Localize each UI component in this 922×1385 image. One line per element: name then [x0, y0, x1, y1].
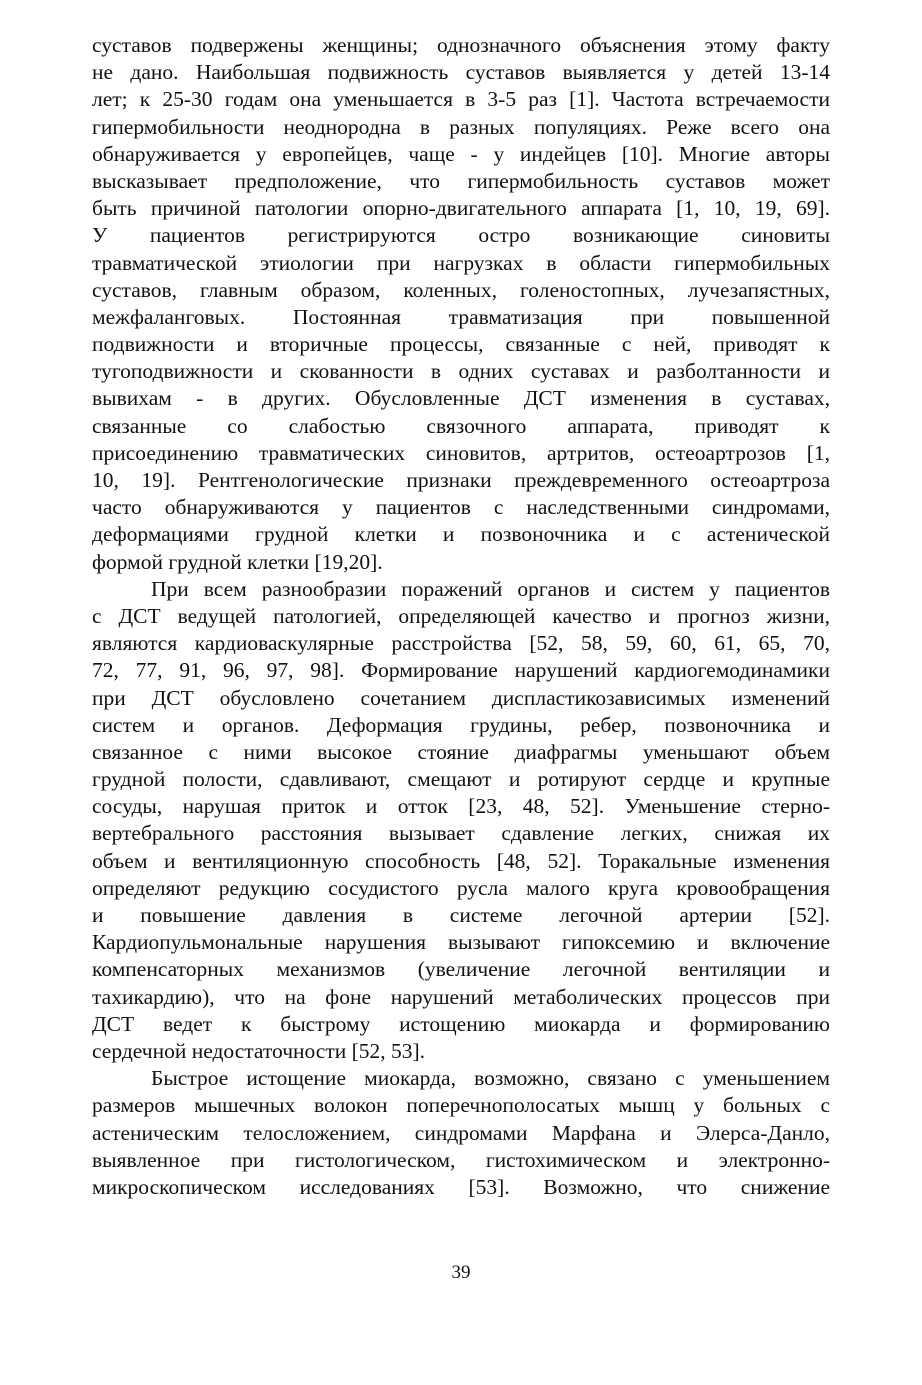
text-line: лет; к 25-30 годам она уменьшается в 3-5 раз [1]. Частота встречаемости: [92, 87, 830, 112]
body-text: [92, 32, 830, 1201]
text-line: объем и вентиляционную способность [48, 52]. Торакальные изменения: [92, 848, 830, 873]
text-line: при ДСТ обусловлено сочетанием диспластикозависимых изменений: [92, 685, 830, 710]
text-line: 72, 77, 91, 96, 97, 98]. Формирование нарушений кардиогемодинамики: [92, 658, 830, 683]
page-number: 39: [451, 1262, 471, 1283]
text-line: являются кардиоваскулярные расстройства [52, 58, 59, 60, 61, 65, 70,: [92, 631, 830, 656]
text-line: тугоподвижности и скованности в одних суставах и разболтанности и: [92, 359, 830, 384]
text-line: и повышение давления в системе легочной артерии [52].: [92, 903, 830, 927]
text-line: часто обнаруживаются у пациентов с наследственными синдромами,: [92, 495, 830, 520]
text-line: гипермобильности неоднородна в разных популяциях. Реже всего она: [92, 114, 830, 139]
text-line: присоединению травматических синовитов, артритов, остеоартрозов [1,: [92, 440, 830, 465]
text-line: обнаруживается у европейцев, чаще - у индейцев [10]. Многие авторы: [92, 141, 830, 166]
text-line: высказывает предположение, что гипермобильность суставов может: [92, 168, 830, 193]
text-line: астеническим телосложением, синдромами Марфана и Элерса-Данло,: [92, 1120, 830, 1145]
text-line: не дано. Наибольшая подвижность суставов выявляется у детей 13-14: [92, 60, 830, 85]
text-line: сердечной недостаточности [52, 53].: [92, 1038, 426, 1063]
text-line: суставов, главным образом, коленных, голеностопных, лучезапястных,: [92, 277, 830, 302]
text-line: грудной полости, сдавливают, смещают и ротируют сердце и крупные: [92, 767, 830, 792]
text-line: формой грудной клетки [19,20].: [92, 549, 383, 574]
text-line: сосуды, нарушая приток и отток [23, 48, 52]. Уменьшение стерно-: [92, 794, 830, 819]
text-line: компенсаторных механизмов (увеличение легочной вентиляции и: [92, 957, 830, 982]
text-line: быть причиной патологии опорно-двигательного аппарата [1, 10, 19, 69].: [92, 196, 830, 221]
text-line: размеров мышечных волокон поперечнополосатых мышц у больных с: [92, 1093, 830, 1118]
text-line: связанное с ними высокое стояние диафрагмы уменьшают объем: [92, 739, 830, 764]
text-line: межфаланговых. Постоянная травматизация при повышенной: [92, 304, 830, 329]
text-line: суставов подвержены женщины; однозначного объяснения этому факту: [92, 33, 830, 57]
text-line: микроскопическом исследованиях [53]. Возможно, что снижение: [92, 1174, 830, 1199]
paragraph-first-line: Быстрое истощение миокарда, возможно, связано с уменьшением: [151, 1066, 830, 1091]
text-line: выявленное при гистологическом, гистохимическом и электронно-: [92, 1147, 830, 1172]
text-line: У пациентов регистрируются остро возникающие синовиты: [92, 223, 830, 248]
text-line: ДСТ ведет к быстрому истощению миокарда и формированию: [92, 1011, 830, 1036]
text-line: вертебрального расстояния вызывает сдавление легких, снижая их: [92, 821, 830, 846]
text-line: связанные со слабостью связочного аппарата, приводят к: [92, 413, 830, 438]
text-line: тахикардию), что на фоне нарушений метаболических процессов при: [92, 984, 830, 1009]
text-line: с ДСТ ведущей патологией, определяющей качество и прогноз жизни,: [92, 603, 830, 628]
text-line: определяют редукцию сосудистого русла малого круга кровообращения: [92, 875, 830, 900]
paragraph-first-line: При всем разнообразии поражений органов и систем у пациентов: [151, 576, 830, 601]
text-line: травматической этиологии при нагрузках в области гипермобильных: [92, 250, 830, 275]
text-line: систем и органов. Деформация грудины, ребер, позвоночника и: [92, 712, 830, 737]
text-line: вывихам - в других. Обусловленные ДСТ изменения в суставах,: [92, 386, 830, 411]
text-line: подвижности и вторичные процессы, связанные с ней, приводят к: [92, 332, 830, 357]
text-line: деформациями грудной клетки и позвоночника и с астенической: [92, 522, 830, 547]
text-line: 10, 19]. Рентгенологические признаки преждевременного остеоартроза: [92, 468, 830, 492]
text-line: Кардиопульмональные нарушения вызывают гипоксемию и включение: [92, 930, 830, 955]
